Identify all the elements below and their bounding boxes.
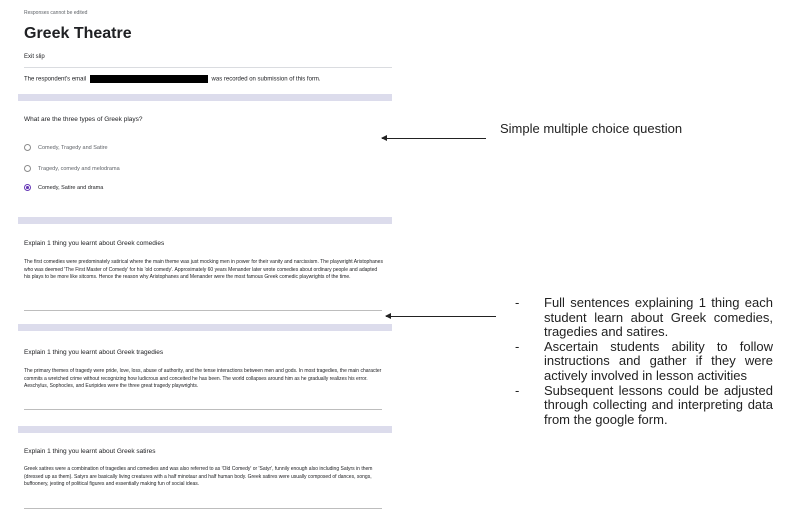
annotation-bullets: [515, 296, 773, 427]
email-notice: [24, 75, 321, 83]
question4-label: Explain 1 thing you learnt about Greek satires: [24, 448, 156, 455]
divider: [24, 67, 392, 68]
annotation-bullet: [515, 340, 773, 384]
question1-label: What are the three types of Greek plays?: [24, 116, 143, 123]
bullet-text: Subsequent lessons could be adjusted through collecting and interpreting data from the google form.: [544, 382, 773, 427]
bullet-marker: -: [515, 382, 520, 398]
option-2[interactable]: [24, 165, 120, 172]
answer-underline: [24, 508, 382, 509]
question3-label: Explain 1 thing you learnt about Greek tragedies: [24, 349, 164, 356]
option-label: Tragedy, comedy and melodrama: [38, 165, 120, 172]
radio-button[interactable]: [24, 144, 31, 151]
answer-underline: [24, 409, 382, 410]
question2-label: Explain 1 thing you learnt about Greek comedies: [24, 240, 165, 247]
form-notice: Responses cannot be edited: [24, 10, 88, 16]
redacted-email: [90, 75, 208, 83]
answer-underline: [24, 310, 382, 311]
question3-answer: The primary themes of tragedy were pride, love, loss, abuse of authority, and the tense interactions between men and gods. In most tragedies, the main character commits a wretched crime without recognizing how ludicrous and conceited he has been. The world collapses around him as he gradually realizes his error. Aeschylus, Sophocles, and Euripides were the three great tragedy playwrights.: [24, 368, 382, 390]
arrow-left-icon: [382, 138, 486, 139]
radio-button[interactable]: [24, 165, 31, 172]
bullet-text: Ascertain students ability to follow instructions and gather if they were actively involved in lesson activities: [544, 338, 773, 383]
email-suffix: was recorded on submission of this form.: [211, 76, 321, 83]
annotation-bullet: [515, 384, 773, 428]
section-band: [18, 324, 392, 331]
question2-answer: The first comedies were predominately satirical where the main theme was just mocking men in power for their vanity and narcissism. The playwright Aristophanes who was deemed 'The First Master of Comedy' for his 'old comedy'. Approximately 60 years Menander later wrote comedies about ordinary people and adapted his plays to be more like sitcoms. Hence the reason why Aristophanes and Menander were the most famous Greek comedic playwrights of the time.: [24, 259, 383, 281]
email-prefix: The respondent's email: [24, 76, 87, 83]
annotation-bullet: [515, 296, 773, 340]
bullet-marker: -: [515, 295, 520, 310]
option-1[interactable]: [24, 144, 108, 151]
section-band: [18, 94, 392, 101]
option-label: Comedy, Tragedy and Satire: [38, 144, 108, 151]
annotation-note1: Simple multiple choice question: [500, 121, 683, 136]
section-band: [18, 426, 392, 433]
option-label: Comedy, Satire and drama: [38, 184, 104, 191]
bullet-marker: -: [515, 338, 520, 354]
arrow-left-icon: [386, 316, 496, 317]
bullet-text: Full sentences explaining 1 thing each student learn about Greek comedies, tragedies and satires.: [544, 295, 773, 340]
form-subtitle: Exit slip: [24, 54, 45, 60]
radio-button-selected[interactable]: [24, 184, 31, 191]
section-band: [18, 217, 392, 224]
option-3[interactable]: [24, 184, 103, 191]
question4-answer: Greek satires were a combination of tragedies and comedies and was also referred to as 'Old Comedy' or 'Satyr', funnily enough also including Satyrs in them (dressed up as them). Satyrs are basically living creatures with a half minotaur and half human body. Greek satires were usually composed of dances, songs, buffoonery, jesting of political figures and essentially making fun of social ideas.: [24, 466, 373, 488]
form-title: Greek Theatre: [24, 25, 132, 42]
